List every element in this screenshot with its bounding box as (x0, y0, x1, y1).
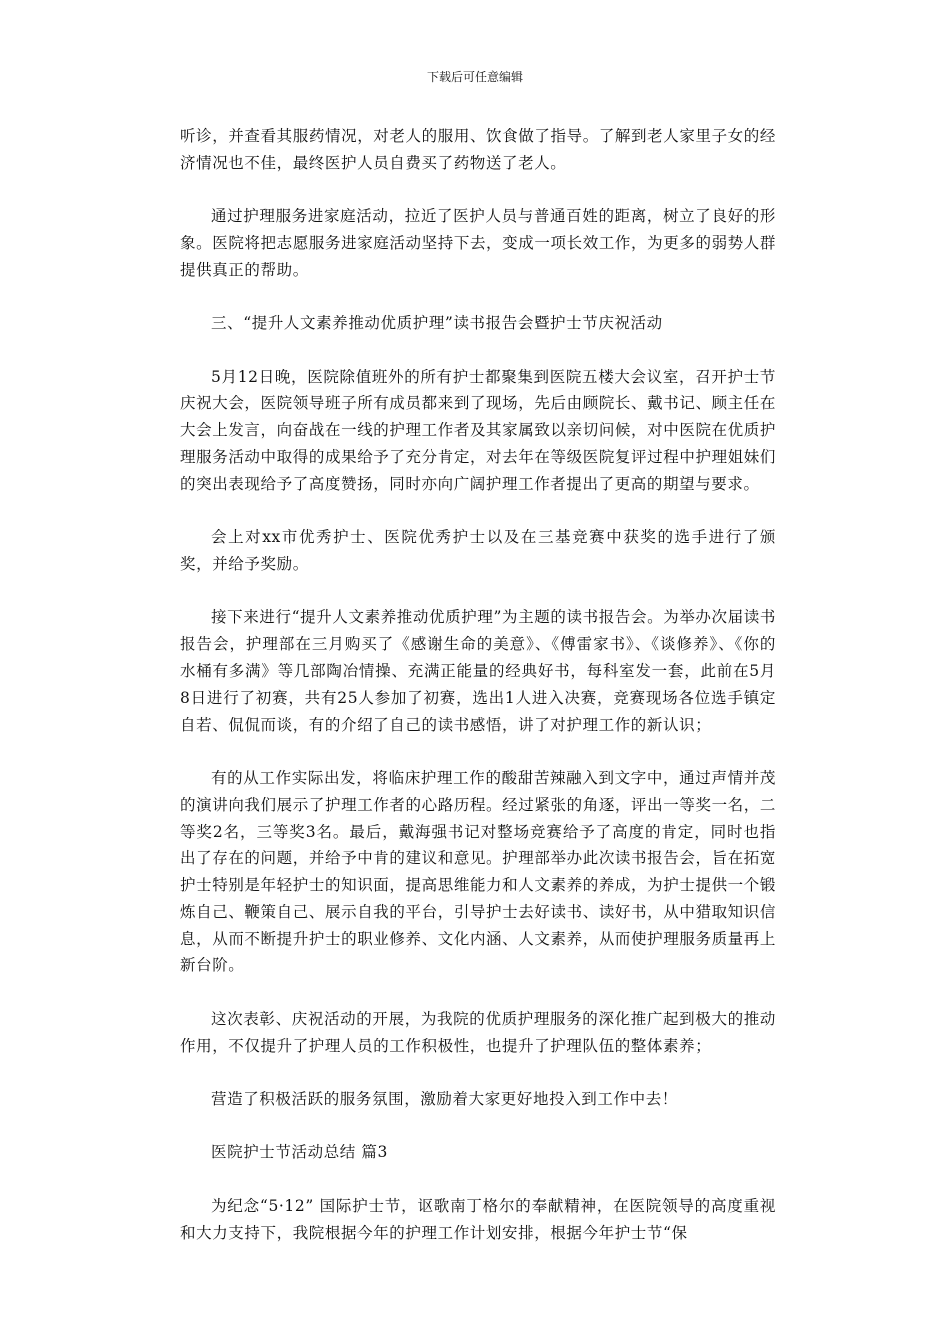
section-heading-3: 三、“提升人文素养推动优质护理”读书报告会暨护士节庆祝活动 (211, 314, 663, 333)
paragraph-8: 这次表彰、庆祝活动的开展，为我院的优质护理服务的深化推广起到极大的推动作用，不仅提升了护理人员的工作积极性，也提升了护理队伍的整体素养； (180, 1009, 776, 1055)
document-body (180, 123, 776, 1273)
page-header-note: 下载后可任意编辑 (426, 70, 523, 84)
paragraph-6: 接下来进行“提升人文素养推动优质护理”为主题的读书报告会。为举办次届读书报告会，护理部在三月购买了《感谢生命的美意》、《傅雷家书》、《谈修养》、《你的水桶有多满》等几部陶冶情操、充满正能量的经典好书，每科室发一套，此前在5月8日进行了初赛，共有25人参加了初赛，选出1人进入决赛，竞赛现场各位选手镇定自若、侃侃而谈，有的介绍了自己的读书感悟，讲了对护理工作的新认识； (180, 608, 776, 734)
paragraph-9: 营造了积极活跃的服务氛围，激励着大家更好地投入到工作中去！ (211, 1090, 678, 1109)
paragraph-1: 听诊，并查看其服药情况，对老人的服用、饮食做了指导。了解到老人家里子女的经济情况也不佳，最终医护人员自费买了药物送了老人。 (180, 127, 776, 172)
paragraph-5: 会上对xx市优秀护士、医院优秀护士以及在三基竞赛中获奖的选手进行了颁奖，并给予奖励。 (180, 528, 776, 573)
article-title-3: 医院护士节活动总结 篇3 (211, 1143, 388, 1162)
paragraph-2: 通过护理服务进家庭活动，拉近了医护人员与普通百姓的距离，树立了良好的形象。医院将把志愿服务进家庭活动坚持下去，变成一项长效工作，为更多的弱势人群提供真正的帮助。 (180, 207, 776, 279)
paragraph-7: 有的从工作实际出发，将临床护理工作的酸甜苦辣融入到文字中，通过声情并茂的演讲向我们展示了护理工作者的心路历程。经过紧张的角逐，评出一等奖一名，二等奖2名，三等奖3名。最后，戴海强书记对整场竞赛给予了高度的肯定，同时也指出了存在的问题，并给予中肯的建议和意见。护理部举办此次读书报告会，旨在拓宽护士特别是年轻护士的知识面，提高思维能力和人文素养的养成，为护士提供一个锻炼自己、鞭策自己、展示自我的平台，引导护士去好读书、读好书，从中猎取知识信息，从而不断提升护士的职业修养、文化内涵、人文素养，从而使护理服务质量再上新台阶。 (180, 768, 776, 975)
paragraph-11: 为纪念“5·12” 国际护士节，讴歌南丁格尔的奉献精神，在医院领导的高度重视和大力支持下，我院根据今年的护理工作计划安排，根据今年护士节“保 (180, 1196, 776, 1242)
paragraph-4: 5月12日晚，医院除值班外的所有护士都聚集到医院五楼大会议室，召开护士节庆祝大会，医院领导班子所有成员都来到了现场，先后由顾院长、戴书记、顾主任在大会上发言，向奋战在一线的护理工作者及其家属致以亲切问候，对中医院在优质护理服务活动中取得的成果给予了充分肯定，对去年在等级医院复评过程中护理姐妹们的突出表现给予了高度赞扬，同时亦向广阔护理工作者提出了更高的期望与要求。 (180, 367, 776, 493)
